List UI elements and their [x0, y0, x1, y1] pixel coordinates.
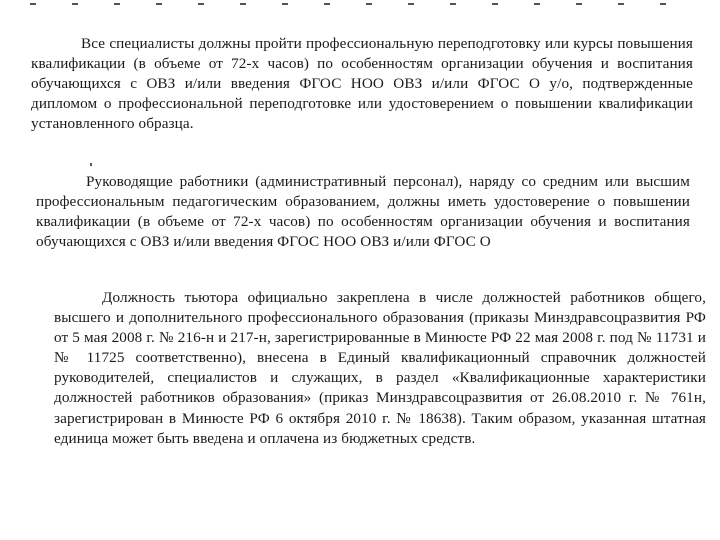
paragraph-managers-requirements: Руководящие работники (административный персонал), наряду со средним или высшим профессиональным педагогическим образованием, должны иметь удостоверение о повышении квалификации (в объеме от 72-х часов) по особенностям организации обучения и воспитания обучающихся с ОВЗ и/или введения ФГОС НОО ОВЗ и/или ФГОС О — [36, 173, 690, 250]
scan-mark — [90, 163, 92, 166]
cropped-text-line — [30, 0, 700, 6]
paragraph-specialists-training: Все специалисты должны пройти профессиональную переподготовку или курсы повышения квалификации (в объеме от 72-х часов) по особенностям организации обучения и воспитания обучающихся с ОВЗ и/или введения ФГОС НОО ОВЗ и/или ФГОС О у/о, подтвержденные дипломом о профессиональной переподготовке или удостоверением о повышении квалификации установленного образца. — [31, 35, 693, 132]
paragraph-tutor-position: Должность тьютора официально закреплена в числе должностей работников общего, высшего и дополнительного профессионального образования (приказы Минздравсоцразвития РФ от 5 мая 2008 г. № 216-н и 217-н, зарегистрированные в Минюсте РФ 22 мая 2008 г. под № 11731 и № 11725 соответственно), внесена в Единый квалификационный справочник должностей руководителей, специалистов и служащих, в раздел «Квалификационные характеристики должностей работников образования» (приказ Минздравсоцразвития от 26.08.2010 г. № 761н, зарегистрирован в Минюсте РФ 6 октября 2010 г. № 18638). Таким образом, указанная штатная единица может быть введена и оплачена из бюджетных средств. — [54, 289, 706, 447]
